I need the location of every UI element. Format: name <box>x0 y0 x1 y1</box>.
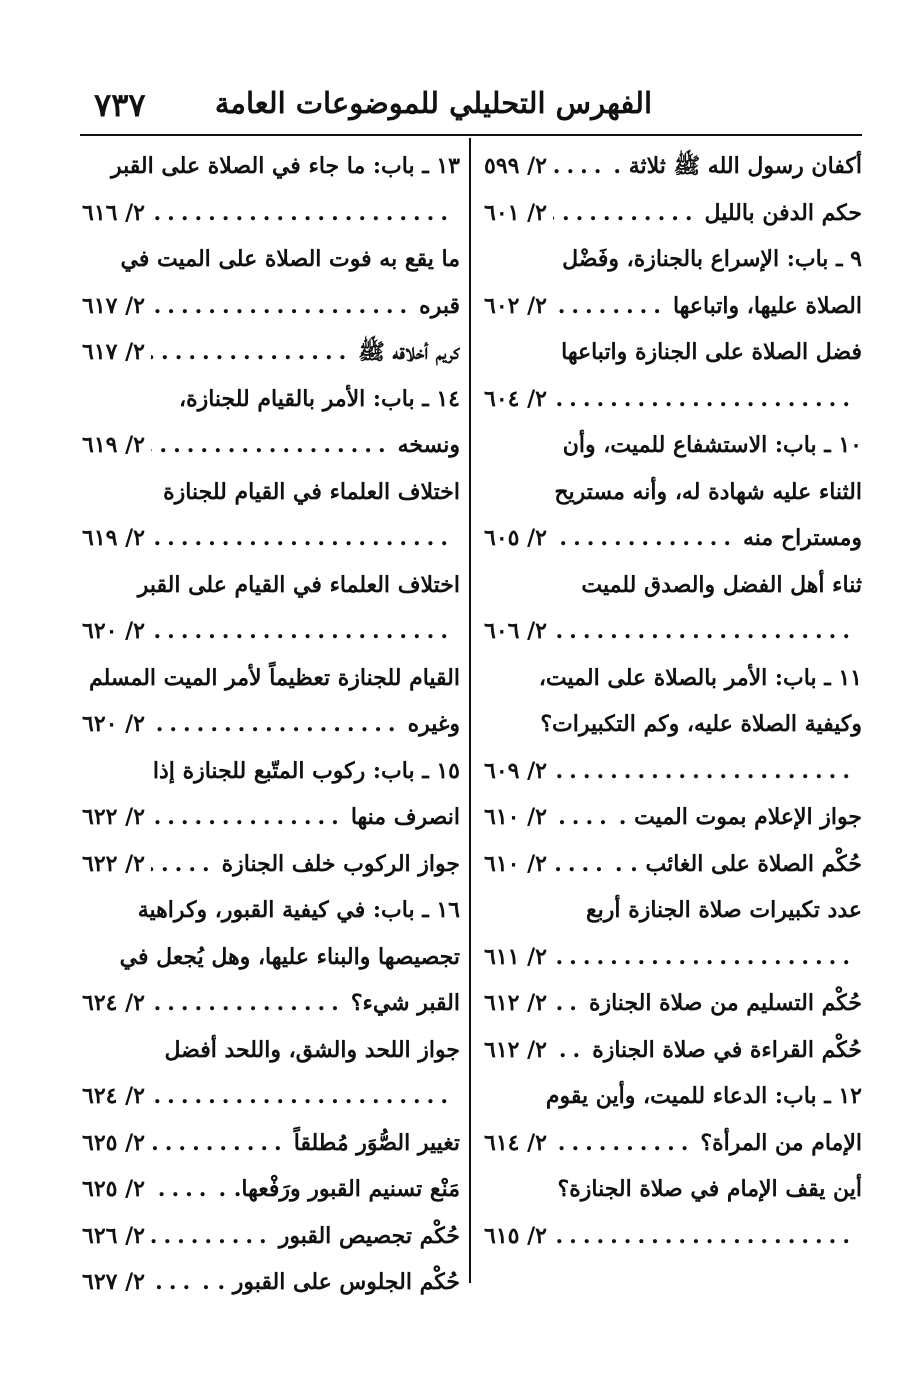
index-entry <box>82 1213 460 1260</box>
entry-text: اختلاف العلماء في القيام للجنازة <box>163 478 460 505</box>
index-entry <box>484 1073 862 1166</box>
page-reference: ٢/ ٦٢٤ <box>82 1083 145 1109</box>
entry-text: حُكْم الجلوس على القبور . . <box>202 1269 460 1295</box>
leader-dots <box>151 794 345 841</box>
entry-line <box>484 1166 862 1213</box>
entry-line <box>484 655 862 702</box>
entry-text: مَنْع تسنيم القبور ورَفْعها. . <box>218 1176 460 1202</box>
entry-line <box>82 1073 460 1120</box>
leader-dots <box>151 190 454 237</box>
entry-line <box>82 655 460 702</box>
leader-dots <box>553 980 583 1027</box>
index-entry <box>82 236 460 329</box>
page-reference: ٢/ ٦٠٤ <box>484 385 547 412</box>
entry-text: وكيفية الصلاة عليه، وكم التكبيرات؟ <box>540 711 862 737</box>
page-reference: ٢/ ٦٠٦ <box>484 618 547 644</box>
leader-dots <box>553 376 856 423</box>
page-reference: ٢/ ٦٠٢ <box>484 292 547 319</box>
index-entry <box>484 236 862 329</box>
leader-dots <box>151 329 352 376</box>
leader-dots <box>151 515 454 562</box>
index-entry <box>484 841 862 888</box>
page-number: ٧٣٧ <box>94 86 146 124</box>
index-entry <box>82 841 460 888</box>
entry-line <box>82 608 460 655</box>
entry-text: جواز الإعلام بموت الميت . <box>618 804 862 830</box>
page-reference: ٢/ ٦٢٥ <box>82 1176 145 1202</box>
entry-text: ومستراح منه <box>742 525 862 551</box>
leader-dots <box>553 841 609 888</box>
entry-text: ونسخه <box>397 432 460 458</box>
page-reference: ٢/ ٦١٤ <box>484 1129 547 1156</box>
entry-text: كريم أخلاقه ﷺ <box>358 339 460 365</box>
entry-text: ثناء أهل الفضل والصدق للميت <box>581 571 862 598</box>
page-reference: ٢/ ٦١١ <box>484 943 547 970</box>
leader-dots <box>553 934 856 981</box>
entry-line <box>82 841 460 888</box>
entry-line <box>82 701 460 748</box>
entry-line <box>484 1120 862 1167</box>
leader-dots <box>151 1073 454 1120</box>
page-reference: ٢/ ٦١٦ <box>82 199 145 226</box>
index-entry <box>484 1166 862 1259</box>
entry-text: أين يقف الإمام في صلاة الجنازة؟ <box>557 1176 862 1202</box>
index-entry <box>82 469 460 562</box>
entry-text: حُكْم القراءة في صلاة الجنازة <box>592 1036 862 1063</box>
entry-line <box>82 748 460 795</box>
leader-dots <box>151 980 345 1027</box>
index-entry <box>82 376 460 469</box>
entry-text: عدد تكبيرات صلاة الجنازة أربع <box>585 897 862 923</box>
entry-text: ١٤ ـ باب: الأمر بالقيام للجنازة، <box>178 385 460 412</box>
entry-line <box>484 376 862 423</box>
page-reference: ٢/ ٦١٠ <box>484 804 547 830</box>
page-reference: ٢/ ٦٢٧ <box>82 1269 145 1295</box>
entry-text: فضل الصلاة على الجنازة واتباعها <box>561 339 862 365</box>
entry-line <box>484 190 862 237</box>
entry-text: ٩ ـ باب: الإسراع بالجنازة، وفَضْل <box>562 246 862 272</box>
index-entry <box>484 329 862 422</box>
entry-text: حكم الدفن بالليل <box>704 199 862 226</box>
index-entry <box>82 1166 460 1213</box>
index-entry <box>82 748 460 841</box>
leader-dots <box>151 608 454 655</box>
entry-line <box>484 1027 862 1074</box>
index-entry <box>484 422 862 562</box>
leader-dots <box>553 143 607 190</box>
leader-dots <box>553 608 856 655</box>
index-entry <box>484 794 862 841</box>
leader-dots <box>151 701 402 748</box>
column-divider <box>469 138 471 1283</box>
leader-dots <box>553 748 856 795</box>
entry-line <box>484 422 862 469</box>
entry-text: قبره <box>419 292 460 319</box>
entry-line <box>82 1213 460 1260</box>
leader-dots <box>553 515 737 562</box>
entry-line <box>484 236 862 283</box>
entry-text: القبر شيء؟ <box>350 990 460 1016</box>
index-entry <box>82 887 460 1027</box>
leader-dots <box>553 794 613 841</box>
left-column <box>82 143 460 1306</box>
page-reference: ٢/ ٦١٢ <box>484 990 547 1016</box>
entry-line <box>82 1120 460 1167</box>
entry-line <box>82 422 460 469</box>
page-reference: ٢/ ٦٢٢ <box>82 804 145 830</box>
leader-dots <box>553 1120 694 1167</box>
page-reference: ٢/ ٦١٧ <box>82 339 145 365</box>
entry-text: الصلاة عليها، واتباعها <box>672 292 862 319</box>
index-entry <box>82 329 460 376</box>
entry-line <box>82 515 460 562</box>
entry-text: القيام للجنازة تعظيماً لأمر الميت المسلم <box>88 664 460 691</box>
entry-line <box>484 1073 862 1120</box>
leader-dots <box>553 1213 856 1260</box>
entry-line <box>484 841 862 888</box>
leader-dots <box>151 283 413 330</box>
entry-text: الإمام من المرأة؟ <box>700 1129 862 1156</box>
page-reference: ٢/ ٦٢٥ <box>82 1129 145 1156</box>
entry-line <box>484 515 862 562</box>
entry-line <box>82 329 460 376</box>
entry-line <box>484 469 862 516</box>
page-reference: ٢/ ٦٢٠ <box>82 618 145 644</box>
leader-dots <box>553 283 667 330</box>
entry-line <box>484 608 862 655</box>
page-reference: ٢/ ٥٩٩ <box>484 153 547 179</box>
header-rule <box>80 134 862 136</box>
entry-text: ١٠ ـ باب: الاستشفاع للميت، وأن <box>562 432 862 458</box>
entry-text: ١١ ـ باب: الأمر بالصلاة على الميت، <box>538 664 862 691</box>
entry-text: جواز الركوب خلف الجنازة <box>221 850 460 877</box>
index-entry <box>82 562 460 655</box>
index-entry <box>82 655 460 748</box>
index-entry <box>82 1120 460 1167</box>
entry-line <box>484 701 862 748</box>
page-reference: ٢/ ٦١٩ <box>82 432 145 458</box>
page-reference: ٢/ ٦٠٥ <box>484 525 547 551</box>
entry-text: وغيره <box>407 711 460 737</box>
index-entry <box>82 1027 460 1120</box>
entry-line <box>82 934 460 981</box>
entry-line <box>484 748 862 795</box>
entry-text: جواز اللحد والشق، واللحد أفضل <box>164 1036 460 1063</box>
entry-line <box>82 236 460 283</box>
page-reference: ٢/ ٦١٥ <box>484 1222 547 1249</box>
page-reference: ٢/ ٦٠١ <box>484 199 547 226</box>
right-column <box>484 143 862 1259</box>
entry-line <box>82 1027 460 1074</box>
entry-text: تغيير الصُّوَر مُطلقاً <box>293 1129 460 1156</box>
entry-line <box>82 1166 460 1213</box>
page-reference: ٢/ ٦١٢ <box>484 1036 547 1063</box>
entry-line <box>484 562 862 609</box>
page-reference: ٢/ ٦٢٤ <box>82 990 145 1016</box>
leader-dots <box>151 1166 212 1213</box>
page-reference: ٢/ ٦٢٢ <box>82 850 145 877</box>
entry-line <box>484 934 862 981</box>
index-entry <box>484 655 862 795</box>
index-entry <box>484 1027 862 1074</box>
leader-dots <box>151 1120 288 1167</box>
entry-text: ١٢ ـ باب: الدعاء للميت، وأين يقوم <box>545 1083 862 1109</box>
entry-line <box>82 190 460 237</box>
index-entry <box>82 143 460 236</box>
entry-line <box>484 1213 862 1260</box>
entry-text: الثناء عليه شهادة له، وأنه مستريح <box>554 478 862 505</box>
index-entry <box>484 980 862 1027</box>
page-reference: ٢/ ٦٢٦ <box>82 1222 145 1249</box>
entry-line <box>82 794 460 841</box>
index-entry <box>484 190 862 237</box>
entry-line <box>82 376 460 423</box>
entry-text: حُكْم الصلاة على الغائب . . <box>614 850 862 877</box>
entry-text: ١٥ ـ باب: ركوب المتّبع للجنازة إذا <box>152 757 460 784</box>
entry-line <box>82 143 460 190</box>
entry-line <box>484 794 862 841</box>
page-reference: ٢/ ٦١٠ <box>484 850 547 877</box>
index-entry <box>484 143 862 190</box>
entry-line <box>484 980 862 1027</box>
entry-text: ١٣ ـ باب: ما جاء في الصلاة على القبر <box>110 153 460 179</box>
leader-dots <box>151 1213 273 1260</box>
page-reference: ٢/ ٦١٩ <box>82 525 145 551</box>
entry-text: أكفان رسول الله ﷺ ثلاثة . <box>613 153 862 179</box>
entry-line <box>484 283 862 330</box>
leader-dots <box>553 1027 586 1074</box>
leader-dots <box>151 422 392 469</box>
entry-text: حُكْم التسليم من صلاة الجنازة <box>588 990 862 1016</box>
page-reference: ٢/ ٦٠٩ <box>484 757 547 784</box>
leader-dots <box>151 1259 196 1306</box>
entry-line <box>82 469 460 516</box>
entry-line <box>484 329 862 376</box>
entry-line <box>82 887 460 934</box>
entry-text: ١٦ ـ باب: في كيفية القبور، وكراهية <box>137 897 460 923</box>
page-reference: ٢/ ٦٢٠ <box>82 711 145 737</box>
entry-line <box>484 887 862 934</box>
page-reference: ٢/ ٦١٧ <box>82 292 145 319</box>
entry-line <box>82 562 460 609</box>
entry-text: حُكْم تجصيص القبور <box>278 1222 460 1249</box>
entry-text: ما يقع به فوت الصلاة على الميت في <box>120 246 460 272</box>
index-entry <box>484 887 862 980</box>
leader-dots <box>553 190 699 237</box>
leader-dots <box>151 841 216 888</box>
entry-line <box>82 980 460 1027</box>
entry-line <box>82 1259 460 1306</box>
entry-line <box>82 283 460 330</box>
entry-text: اختلاف العلماء في القيام على القبر <box>137 571 460 598</box>
entry-text: انصرف منها <box>350 804 460 830</box>
entry-text: تجصيصها والبناء عليها، وهل يُجعل في <box>119 943 460 970</box>
page-title: الفهرس التحليلي للموضوعات العامة <box>214 86 652 120</box>
entry-line <box>484 143 862 190</box>
index-entry <box>82 1259 460 1306</box>
index-entry <box>484 562 862 655</box>
